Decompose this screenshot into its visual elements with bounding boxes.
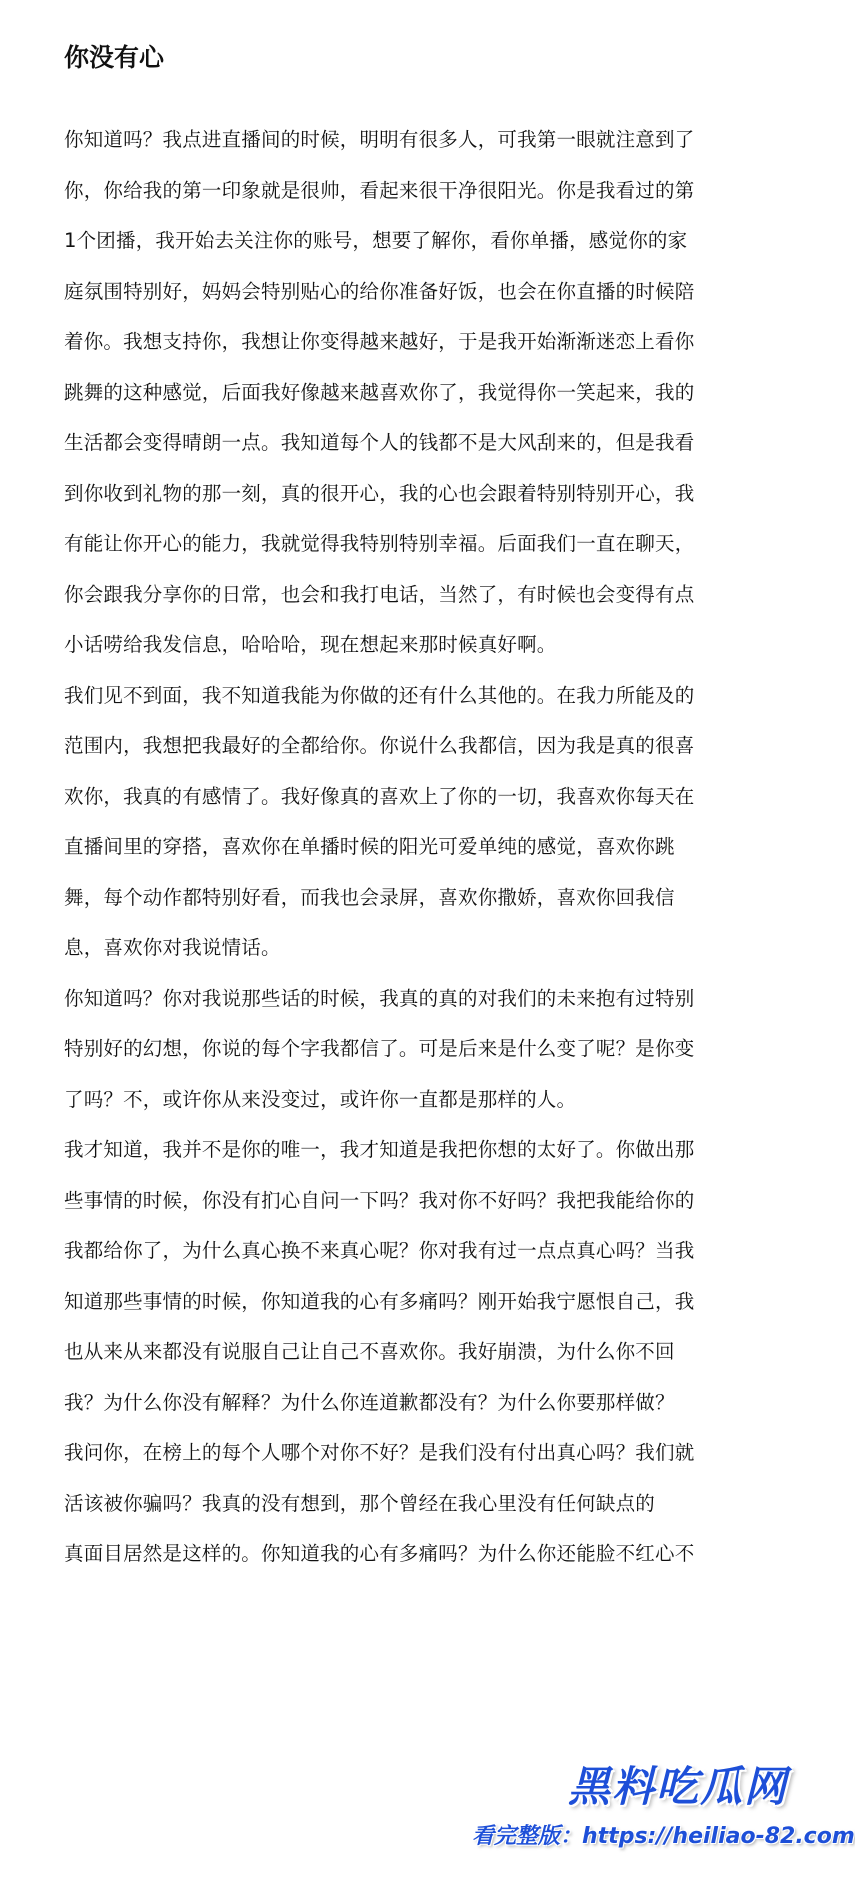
watermark [472,1762,855,1872]
text-line: 些事情的时候，你没有扪心自问一下吗？我对你不好吗？我把我能给你的 [64,1188,695,1212]
text-line: 你知道吗？你对我说那些话的时候，我真的真的对我们的未来抱有过特别 [64,986,695,1010]
text-line: 1个团播，我开始去关注你的账号，想要了解你，看你单播，感觉你的家 [64,229,688,252]
text-line: 活该被你骗吗？我真的没有想到，那个曾经在我心里没有任何缺点的 [64,1491,656,1515]
article-body [64,115,754,1580]
text-line: 真面目居然是这样的。你知道我的心有多痛吗？为什么你还能脸不红心不 [64,1542,695,1565]
text-line: 舞，每个动作都特别好看，而我也会录屏，喜欢你撒娇，喜欢你回我信 [64,885,675,909]
article-title: 你没有心 [64,43,165,72]
text-line: 直播间里的穿搭，喜欢你在单播时候的阳光可爱单纯的感觉，喜欢你跳 [64,835,675,858]
text-line: 欢你，我真的有感情了。我好像真的喜欢上了你的一切，我喜欢你每天在 [64,784,695,808]
text-line: 跳舞的这种感觉，后面我好像越来越喜欢你了，我觉得你一笑起来，我的 [64,380,695,404]
text-line: 小话唠给我发信息，哈哈哈，现在想起来那时候真好啊。 [64,633,557,656]
text-line: 庭氛围特别好，妈妈会特别贴心的给你准备好饭，也会在你直播的时候陪 [64,279,695,303]
paragraph-3 [64,974,754,1126]
text-line: 你会跟我分享你的日常，也会和我打电话，当然了，有时候也会变得有点 [64,582,695,606]
paragraph-1 [64,115,754,671]
text-line: 知道那些事情的时候，你知道我的心有多痛吗？刚开始我宁愿恨自己，我 [64,1289,695,1313]
paragraph-4 [64,1125,754,1580]
text-line: 到你收到礼物的那一刻，真的很开心，我的心也会跟着特别特别开心，我 [64,481,695,505]
watermark-brand: 黑料吃瓜网 [568,1762,789,1811]
text-line: 我们见不到面，我不知道我能为你做的还有什么其他的。在我力所能及的 [64,683,695,707]
text-line: 范围内，我想把我最好的全都给你。你说什么我都信，因为我是真的很喜 [64,734,695,757]
text-line: 我都给你了，为什么真心换不来真心呢？你对我有过一点点真心吗？当我 [64,1239,695,1262]
paragraph-2 [64,671,754,974]
text-line: 我才知道，我并不是你的唯一，我才知道是我把你想的太好了。你做出那 [64,1138,695,1161]
text-line: 也从来从来都没有说服自己让自己不喜欢你。我好崩溃，为什么你不回 [64,1340,675,1363]
text-line: 着你。我想支持你，我想让你变得越来越好，于是我开始渐渐迷恋上看你 [64,330,695,353]
text-line: 了吗？不，或许你从来没变过，或许你一直都是那样的人。 [64,1087,577,1111]
text-line: 你，你给我的第一印象就是很帅，看起来很干净很阳光。你是我看过的第 [64,178,695,202]
text-line: 生活都会变得晴朗一点。我知道每个人的钱都不是大风刮来的，但是我看 [64,431,695,454]
text-line: 我问你，在榜上的每个人哪个对你不好？是我们没有付出真心吗？我们就 [64,1441,695,1464]
text-line: 息，喜欢你对我说情话。 [64,936,281,959]
watermark-url: 看完整版：https://heiliao-82.com [472,1824,855,1849]
text-line: 我？为什么你没有解释？为什么你连道歉都没有？为什么你要那样做？ [64,1390,675,1414]
text-line: 特别好的幻想，你说的每个字我都信了。可是后来是什么变了呢？是你变 [64,1037,695,1060]
text-line: 你知道吗？我点进直播间的时候，明明有很多人，可我第一眼就注意到了 [64,128,695,151]
text-line: 有能让你开心的能力，我就觉得我特别特别幸福。后面我们一直在聊天， [64,532,695,555]
